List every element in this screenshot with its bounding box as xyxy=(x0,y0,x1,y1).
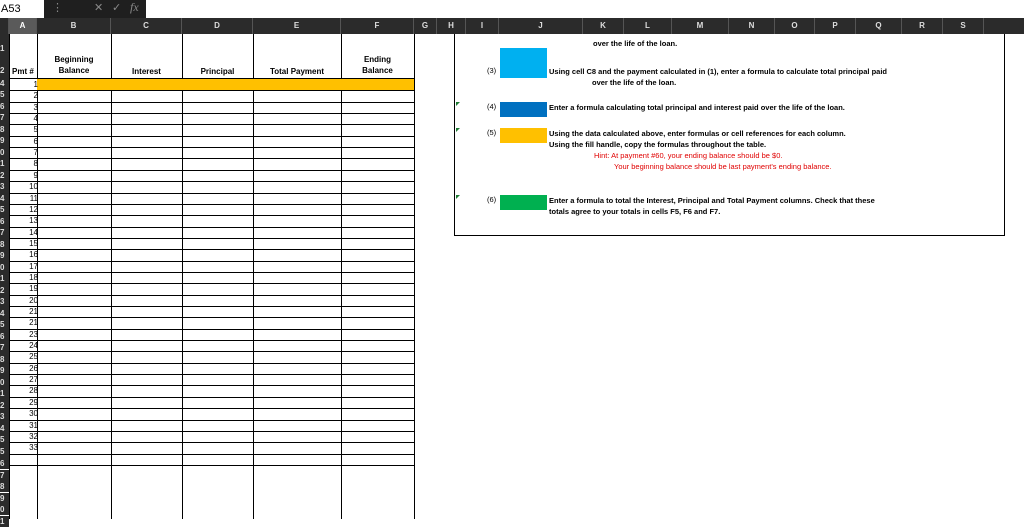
grid-line xyxy=(9,204,414,205)
row-header[interactable]: 1 xyxy=(0,273,9,285)
payment-number[interactable]: 32 xyxy=(29,432,38,441)
column-header-b[interactable]: B xyxy=(37,18,111,34)
row-header[interactable]: 9 xyxy=(0,365,9,377)
payment-number[interactable]: 9 xyxy=(33,171,38,180)
payment-number[interactable]: 14 xyxy=(29,228,38,237)
grid-line xyxy=(9,295,414,296)
grid-line xyxy=(9,363,414,364)
row-header[interactable]: 6 xyxy=(0,216,9,227)
column-header-q[interactable]: Q xyxy=(856,18,902,34)
payment-number[interactable]: 21 xyxy=(29,307,38,316)
payment-number[interactable]: 25 xyxy=(29,352,38,361)
formula-input[interactable] xyxy=(146,0,1024,18)
grid-line xyxy=(111,34,112,519)
instruction-text: over the life of the loan. xyxy=(592,78,677,87)
row-header[interactable]: 8 xyxy=(0,354,9,365)
grid-line xyxy=(9,283,414,284)
comment-indicator-icon xyxy=(456,128,460,132)
instruction-number: (3) xyxy=(487,66,497,75)
row-header[interactable]: 1 xyxy=(0,388,9,400)
grid-line xyxy=(9,147,414,148)
row-header[interactable]: 1 xyxy=(0,158,9,170)
payment-number[interactable]: 2 xyxy=(33,91,38,100)
row-header[interactable]: 6 xyxy=(0,101,9,112)
instruction-text: totals agree to your totals in cells F5, F6 and F7. xyxy=(549,207,721,216)
formula-bar xyxy=(0,0,1024,18)
grid-line xyxy=(9,431,414,432)
grid-line xyxy=(414,34,415,519)
grid-line xyxy=(9,374,414,375)
grid-line xyxy=(9,465,414,466)
grid-line xyxy=(9,34,10,519)
grid-line xyxy=(9,408,414,409)
row-header[interactable]: 7 xyxy=(0,342,9,354)
row-header[interactable]: 9 xyxy=(0,493,9,504)
instruction-text: Using cell C8 and the payment calculated in (1), enter a formula to calculate total principal paid xyxy=(549,67,887,76)
grid-line xyxy=(9,158,414,159)
column-header-h[interactable]: H xyxy=(437,18,466,34)
payment-number[interactable]: 29 xyxy=(29,398,38,407)
payment-number[interactable]: 1 xyxy=(33,80,38,89)
row-header[interactable]: 3 xyxy=(0,411,9,423)
payment-number[interactable]: 16 xyxy=(29,250,38,259)
grid-line xyxy=(9,227,414,228)
payment-number[interactable]: 15 xyxy=(29,239,38,248)
row-header[interactable]: 3 xyxy=(0,296,9,308)
header-principal: Principal xyxy=(200,67,235,76)
column-header-o[interactable]: O xyxy=(775,18,815,34)
instruction-number: (6) xyxy=(487,195,497,204)
row-header[interactable]: 0 xyxy=(0,377,9,388)
header-pmt: Pmt # xyxy=(12,67,34,76)
payment-number[interactable]: 11 xyxy=(29,194,38,203)
grid-line xyxy=(9,215,414,216)
row-header[interactable]: 8 xyxy=(0,124,9,135)
instruction-text: Using the fill handle, copy the formulas throughout the table. xyxy=(549,140,767,149)
grid-line xyxy=(9,90,414,91)
row-header[interactable]: 0 xyxy=(0,147,9,158)
row-header[interactable]: 2 xyxy=(0,400,9,411)
row-header[interactable]: 5 xyxy=(0,204,9,216)
payment-number[interactable]: 31 xyxy=(29,421,38,430)
payment-number[interactable]: 6 xyxy=(33,137,38,146)
row-header[interactable]: 5 xyxy=(0,434,9,446)
payment-number[interactable]: 26 xyxy=(29,364,38,373)
column-header-n[interactable]: N xyxy=(729,18,775,34)
column-header-p[interactable]: P xyxy=(815,18,856,34)
grid-line xyxy=(341,34,342,519)
row-header[interactable]: 1 xyxy=(0,34,9,64)
grid-line xyxy=(9,272,414,273)
payment-number[interactable]: 5 xyxy=(33,125,38,134)
instruction-text: Enter a formula calculating total principal and interest paid over the life of the loan. xyxy=(549,103,845,112)
payment-number[interactable]: 30 xyxy=(29,409,38,418)
color-swatch xyxy=(500,48,547,78)
row-header[interactable]: 2 xyxy=(0,170,9,181)
name-box[interactable]: A53 xyxy=(0,0,44,18)
payment-number[interactable]: 8 xyxy=(33,159,38,168)
grid-line xyxy=(9,102,414,103)
grid-line xyxy=(9,170,414,171)
row-header[interactable]: 4 xyxy=(0,423,9,434)
column-header-g[interactable]: G xyxy=(414,18,437,34)
row-header[interactable]: 0 xyxy=(0,504,9,515)
grid-line xyxy=(9,238,414,239)
select-all-corner[interactable] xyxy=(0,18,9,34)
payment-number[interactable]: 20 xyxy=(29,296,38,305)
row-header[interactable]: 9 xyxy=(0,250,9,262)
row-header[interactable]: 4 xyxy=(0,193,9,204)
payment-number[interactable]: 4 xyxy=(33,114,38,123)
row-header[interactable]: 5 xyxy=(0,319,9,331)
header-interest: Interest xyxy=(132,67,161,76)
row-header[interactable]: 7 xyxy=(0,470,9,481)
grid-line xyxy=(9,136,414,137)
row-header[interactable]: 8 xyxy=(0,481,9,492)
grid-line xyxy=(9,397,414,398)
comment-indicator-icon xyxy=(456,102,460,106)
instruction-number: (5) xyxy=(487,128,497,137)
column-header-a[interactable]: A xyxy=(9,18,37,34)
row-header[interactable]: 6 xyxy=(0,458,9,469)
row-header[interactable]: 2 xyxy=(0,64,9,78)
header-beginning-line2: Balance xyxy=(58,66,90,75)
header-ending-line2: Balance xyxy=(362,66,393,75)
grid-line xyxy=(9,193,414,194)
column-header-l[interactable]: L xyxy=(624,18,672,34)
row-header[interactable]: 0 xyxy=(0,262,9,273)
row-header[interactable]: 5 xyxy=(0,446,9,458)
payment-number[interactable]: 19 xyxy=(29,284,38,293)
column-header-j[interactable]: J xyxy=(499,18,583,34)
color-swatch xyxy=(500,128,547,143)
hint-text: Your beginning balance should be last payment's ending balance. xyxy=(614,162,832,171)
payment-number[interactable]: 3 xyxy=(33,103,38,112)
payment-number[interactable]: 33 xyxy=(29,443,38,452)
column-header-k[interactable]: K xyxy=(583,18,624,34)
header-total-payment: Total Payment xyxy=(269,67,325,76)
grid-line xyxy=(9,261,414,262)
color-swatch xyxy=(500,102,547,117)
grid-line xyxy=(9,329,414,330)
instruction-text: Enter a formula to total the Interest, Principal and Total Payment columns. Check that these xyxy=(549,196,875,205)
highlighted-row[interactable] xyxy=(37,79,414,90)
grid-line xyxy=(9,442,414,443)
row-header[interactable]: 1 xyxy=(0,516,9,527)
row-header[interactable]: 3 xyxy=(0,181,9,193)
column-header-e[interactable]: E xyxy=(253,18,341,34)
instruction-number: (4) xyxy=(487,102,497,111)
grid-line xyxy=(253,34,254,519)
grid-line xyxy=(9,249,414,250)
column-header-m[interactable]: M xyxy=(672,18,729,34)
payment-number[interactable]: 13 xyxy=(29,216,38,225)
header-beginning-line1: Beginning xyxy=(54,55,94,64)
row-header[interactable]: 5 xyxy=(0,89,9,101)
row-header[interactable]: 4 xyxy=(0,308,9,319)
payment-number[interactable]: 21 xyxy=(29,318,38,327)
grid-line xyxy=(9,317,414,318)
grid-line xyxy=(9,351,414,352)
column-header-f[interactable]: F xyxy=(341,18,414,34)
payment-number[interactable]: 17 xyxy=(29,262,38,271)
grid-line xyxy=(9,454,414,455)
row-header[interactable]: 7 xyxy=(0,112,9,124)
row-header[interactable]: 4 xyxy=(0,78,9,89)
grid-line xyxy=(9,181,414,182)
grid-line xyxy=(9,306,414,307)
grid-line xyxy=(9,124,414,125)
payment-number[interactable]: 28 xyxy=(29,386,38,395)
payment-number[interactable]: 12 xyxy=(29,205,38,214)
function-icon[interactable]: fx xyxy=(130,0,139,14)
name-box-dropdown-icon[interactable]: ⋮ xyxy=(52,2,63,14)
row-header[interactable]: 9 xyxy=(0,135,9,147)
instruction-top-line: over the life of the loan. xyxy=(593,39,678,48)
column-header-s[interactable]: S xyxy=(943,18,984,34)
column-header-i[interactable]: I xyxy=(466,18,499,34)
column-header-r[interactable]: R xyxy=(902,18,943,34)
column-header-d[interactable]: D xyxy=(182,18,253,34)
grid-line xyxy=(9,113,414,114)
payment-number[interactable]: 18 xyxy=(29,273,38,282)
grid-line xyxy=(182,34,183,519)
payment-number[interactable]: 23 xyxy=(29,330,38,339)
row-header[interactable]: 2 xyxy=(0,285,9,296)
payment-number[interactable]: 10 xyxy=(29,182,38,191)
header-ending-line1: Ending xyxy=(363,55,392,64)
grid-line xyxy=(9,385,414,386)
hint-text: Hint: At payment #60, your ending balance should be $0. xyxy=(594,151,783,160)
payment-number[interactable]: 7 xyxy=(33,148,38,157)
enter-icon[interactable]: ✓ xyxy=(112,2,122,14)
row-header[interactable]: 6 xyxy=(0,331,9,342)
column-header-c[interactable]: C xyxy=(111,18,182,34)
payment-number[interactable]: 24 xyxy=(29,341,38,350)
payment-number[interactable]: 27 xyxy=(29,375,38,384)
cancel-icon[interactable]: ✕ xyxy=(94,2,104,14)
color-swatch xyxy=(500,195,547,210)
grid-line xyxy=(9,420,414,421)
comment-indicator-icon xyxy=(456,195,460,199)
row-header[interactable]: 8 xyxy=(0,239,9,250)
row-header[interactable]: 7 xyxy=(0,227,9,239)
instruction-text: Using the data calculated above, enter formulas or cell references for each column. xyxy=(549,129,846,138)
grid-line xyxy=(9,340,414,341)
